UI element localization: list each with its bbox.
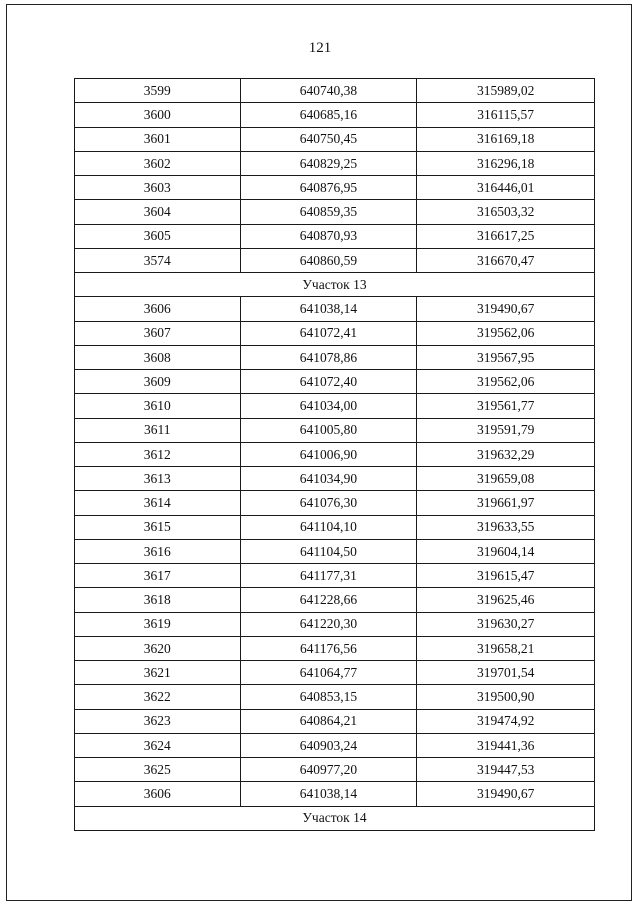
table-row xyxy=(75,564,595,588)
y-coordinate-cell: 319661,97 xyxy=(417,491,595,515)
x-coordinate-cell: 641104,10 xyxy=(240,515,417,539)
point-number-cell: 3602 xyxy=(75,151,241,175)
table-row xyxy=(75,176,595,200)
y-coordinate-cell: 316115,57 xyxy=(417,103,595,127)
y-coordinate-cell: 319701,54 xyxy=(417,661,595,685)
x-coordinate-cell: 640853,15 xyxy=(240,685,417,709)
x-coordinate-cell: 641005,80 xyxy=(240,418,417,442)
y-coordinate-cell: 319562,06 xyxy=(417,321,595,345)
section-header-row xyxy=(75,273,595,297)
point-number-cell: 3613 xyxy=(75,467,241,491)
table-row xyxy=(75,79,595,103)
table-row xyxy=(75,151,595,175)
y-coordinate-cell: 316617,25 xyxy=(417,224,595,248)
table-row xyxy=(75,467,595,491)
x-coordinate-cell: 641177,31 xyxy=(240,564,417,588)
y-coordinate-cell: 319615,47 xyxy=(417,564,595,588)
table-row xyxy=(75,224,595,248)
table-row xyxy=(75,782,595,806)
y-coordinate-cell: 319625,46 xyxy=(417,588,595,612)
x-coordinate-cell: 640864,21 xyxy=(240,709,417,733)
y-coordinate-cell: 316169,18 xyxy=(417,127,595,151)
point-number-cell: 3599 xyxy=(75,79,241,103)
point-number-cell: 3605 xyxy=(75,224,241,248)
x-coordinate-cell: 641176,56 xyxy=(240,636,417,660)
table-row xyxy=(75,103,595,127)
point-number-cell: 3607 xyxy=(75,321,241,345)
y-coordinate-cell: 319632,29 xyxy=(417,442,595,466)
point-number-cell: 3601 xyxy=(75,127,241,151)
y-coordinate-cell: 315989,02 xyxy=(417,79,595,103)
point-number-cell: 3574 xyxy=(75,248,241,272)
y-coordinate-cell: 319447,53 xyxy=(417,758,595,782)
x-coordinate-cell: 640876,95 xyxy=(240,176,417,200)
point-number-cell: 3600 xyxy=(75,103,241,127)
x-coordinate-cell: 640859,35 xyxy=(240,200,417,224)
point-number-cell: 3614 xyxy=(75,491,241,515)
x-coordinate-cell: 640903,24 xyxy=(240,733,417,757)
x-coordinate-cell: 641220,30 xyxy=(240,612,417,636)
table-row xyxy=(75,685,595,709)
x-coordinate-cell: 640829,25 xyxy=(240,151,417,175)
table-row xyxy=(75,588,595,612)
point-number-cell: 3618 xyxy=(75,588,241,612)
y-coordinate-cell: 316446,01 xyxy=(417,176,595,200)
x-coordinate-cell: 640685,16 xyxy=(240,103,417,127)
y-coordinate-cell: 319490,67 xyxy=(417,297,595,321)
y-coordinate-cell: 316296,18 xyxy=(417,151,595,175)
y-coordinate-cell: 319633,55 xyxy=(417,515,595,539)
point-number-cell: 3603 xyxy=(75,176,241,200)
table-row xyxy=(75,394,595,418)
table-row xyxy=(75,321,595,345)
section-header-row xyxy=(75,806,595,830)
point-number-cell: 3606 xyxy=(75,782,241,806)
x-coordinate-cell: 641064,77 xyxy=(240,661,417,685)
table-row xyxy=(75,661,595,685)
x-coordinate-cell: 641006,90 xyxy=(240,442,417,466)
y-coordinate-cell: 319490,67 xyxy=(417,782,595,806)
point-number-cell: 3622 xyxy=(75,685,241,709)
point-number-cell: 3612 xyxy=(75,442,241,466)
point-number-cell: 3616 xyxy=(75,539,241,563)
table-row xyxy=(75,442,595,466)
coordinates-table xyxy=(74,78,595,831)
table-row xyxy=(75,539,595,563)
table-row xyxy=(75,297,595,321)
page-number: 121 xyxy=(308,40,332,56)
x-coordinate-cell: 641038,14 xyxy=(240,782,417,806)
section-label: Участок 13 xyxy=(75,273,595,297)
x-coordinate-cell: 640750,45 xyxy=(240,127,417,151)
table-row xyxy=(75,733,595,757)
x-coordinate-cell: 641038,14 xyxy=(240,297,417,321)
y-coordinate-cell: 319474,92 xyxy=(417,709,595,733)
table-row xyxy=(75,758,595,782)
y-coordinate-cell: 319567,95 xyxy=(417,345,595,369)
table-row xyxy=(75,200,595,224)
x-coordinate-cell: 640870,93 xyxy=(240,224,417,248)
table-row xyxy=(75,515,595,539)
point-number-cell: 3610 xyxy=(75,394,241,418)
y-coordinate-cell: 319658,21 xyxy=(417,636,595,660)
x-coordinate-cell: 640860,59 xyxy=(240,248,417,272)
x-coordinate-cell: 641072,40 xyxy=(240,370,417,394)
y-coordinate-cell: 319500,90 xyxy=(417,685,595,709)
y-coordinate-cell: 316503,32 xyxy=(417,200,595,224)
point-number-cell: 3625 xyxy=(75,758,241,782)
table-row xyxy=(75,612,595,636)
point-number-cell: 3608 xyxy=(75,345,241,369)
point-number-cell: 3617 xyxy=(75,564,241,588)
y-coordinate-cell: 319659,08 xyxy=(417,467,595,491)
y-coordinate-cell: 316670,47 xyxy=(417,248,595,272)
x-coordinate-cell: 641034,90 xyxy=(240,467,417,491)
point-number-cell: 3609 xyxy=(75,370,241,394)
point-number-cell: 3606 xyxy=(75,297,241,321)
table-row xyxy=(75,248,595,272)
section-label: Участок 14 xyxy=(75,806,595,830)
table-row xyxy=(75,636,595,660)
x-coordinate-cell: 641228,66 xyxy=(240,588,417,612)
table-row xyxy=(75,491,595,515)
y-coordinate-cell: 319562,06 xyxy=(417,370,595,394)
point-number-cell: 3624 xyxy=(75,733,241,757)
table-row xyxy=(75,127,595,151)
point-number-cell: 3623 xyxy=(75,709,241,733)
x-coordinate-cell: 641078,86 xyxy=(240,345,417,369)
table-row xyxy=(75,345,595,369)
point-number-cell: 3615 xyxy=(75,515,241,539)
table-row xyxy=(75,418,595,442)
coordinates-table-body xyxy=(75,79,595,831)
table-row xyxy=(75,709,595,733)
x-coordinate-cell: 641034,00 xyxy=(240,394,417,418)
y-coordinate-cell: 319441,36 xyxy=(417,733,595,757)
x-coordinate-cell: 641076,30 xyxy=(240,491,417,515)
point-number-cell: 3604 xyxy=(75,200,241,224)
point-number-cell: 3619 xyxy=(75,612,241,636)
y-coordinate-cell: 319561,77 xyxy=(417,394,595,418)
point-number-cell: 3620 xyxy=(75,636,241,660)
y-coordinate-cell: 319591,79 xyxy=(417,418,595,442)
x-coordinate-cell: 641104,50 xyxy=(240,539,417,563)
y-coordinate-cell: 319630,27 xyxy=(417,612,595,636)
point-number-cell: 3621 xyxy=(75,661,241,685)
x-coordinate-cell: 640977,20 xyxy=(240,758,417,782)
point-number-cell: 3611 xyxy=(75,418,241,442)
y-coordinate-cell: 319604,14 xyxy=(417,539,595,563)
table-row xyxy=(75,370,595,394)
x-coordinate-cell: 641072,41 xyxy=(240,321,417,345)
x-coordinate-cell: 640740,38 xyxy=(240,79,417,103)
